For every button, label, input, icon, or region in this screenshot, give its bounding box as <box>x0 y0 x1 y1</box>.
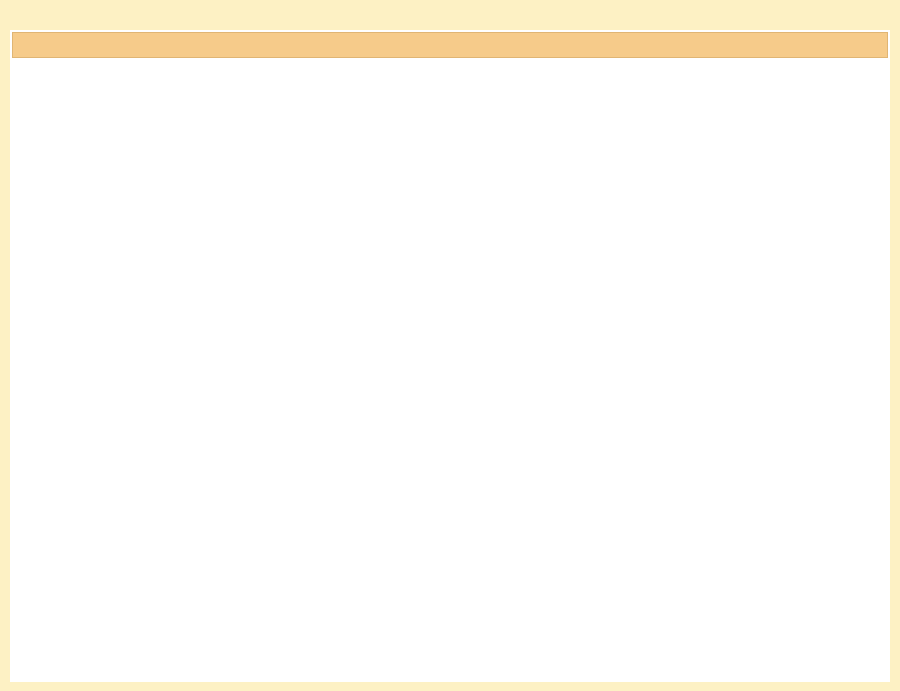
page-title <box>12 32 888 58</box>
pedigree-options-bar <box>10 60 890 78</box>
top-navigation <box>0 0 900 22</box>
options-separator <box>453 62 459 76</box>
nav-separator <box>459 3 465 18</box>
pedigree-panel <box>10 30 890 682</box>
